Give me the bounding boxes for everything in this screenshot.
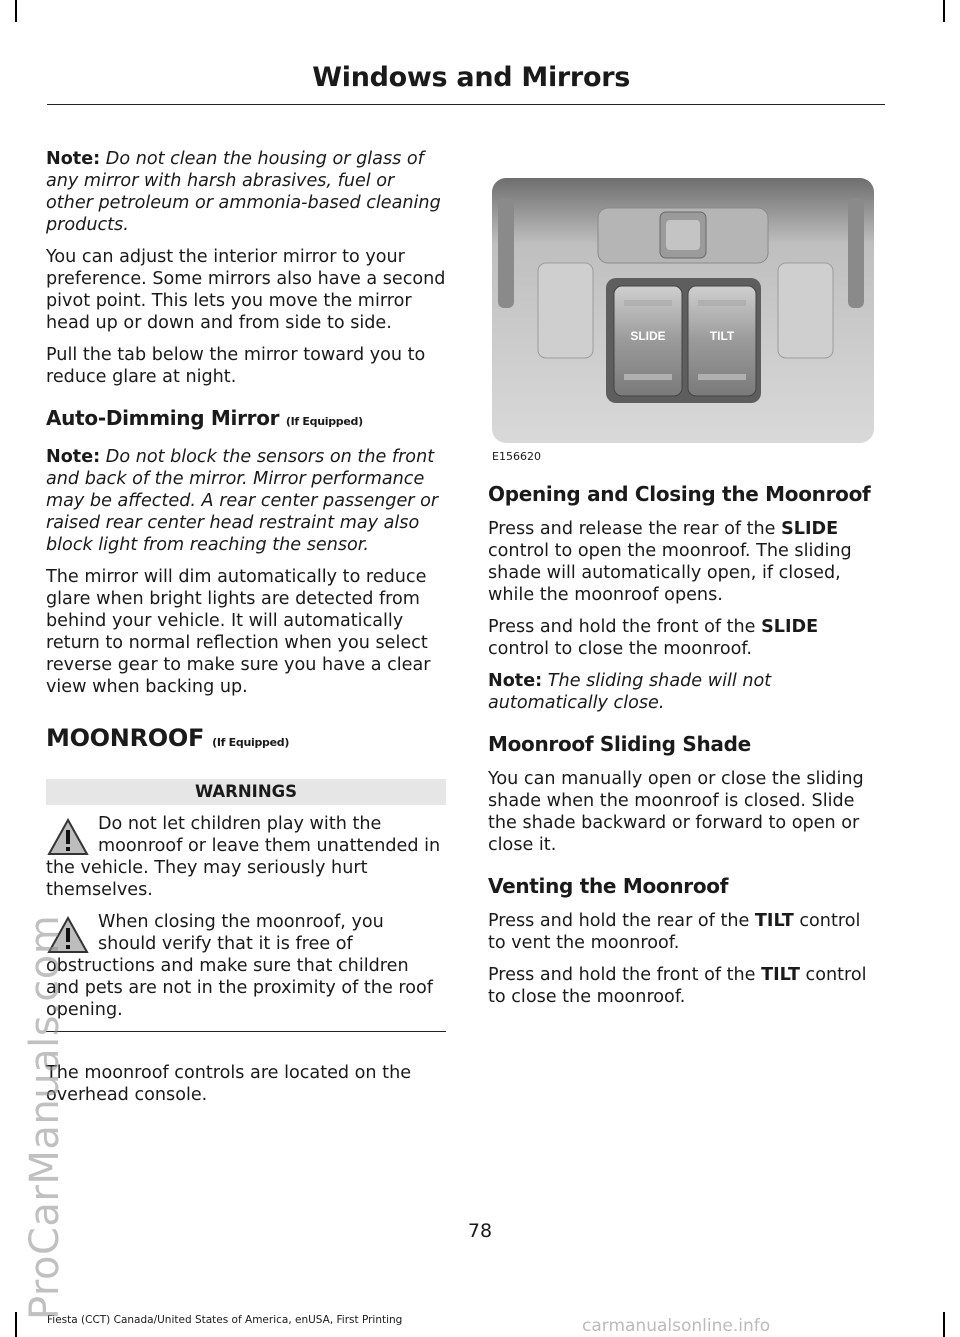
crop-mark: [15, 1312, 17, 1337]
overhead-console-illustration: [488, 168, 878, 458]
overhead-console-figure: [488, 168, 878, 468]
crop-mark: [943, 0, 945, 22]
crop-mark: [943, 1312, 945, 1337]
right-column: [488, 168, 883, 1018]
warning-item: When closing the moonroof, you should verify that it is free of obstructions and make sure that children and pets are not in the proximity of the roof opening.: [46, 912, 433, 1020]
warning-item: Do not let children play with the moonroof or leave them unattended in the vehicle. They may seriously hurt themselves.: [46, 814, 441, 900]
paragraph-close-tilt: Press and hold the front of the TILT control to close the moonroof.: [488, 965, 867, 1007]
page-title: Windows and Mirrors: [312, 62, 630, 93]
warnings-title: WARNINGS: [46, 779, 446, 805]
slide-label: SLIDE: [630, 329, 666, 343]
note-shade: Note: The sliding shade will not automatically close.: [488, 671, 772, 713]
warning-triangle-icon: [46, 817, 90, 857]
crop-mark: [15, 0, 17, 22]
footer-text: Fiesta (CCT) Canada/United States of America, enUSA, First Printing: [47, 1314, 403, 1326]
watermark-bottom: carmanualsonline.info: [582, 1316, 771, 1336]
note-mirror-cleaning: Note: Do not clean the housing or glass of any mirror with harsh abrasives, fuel or other petroleum or ammonia-based cleaning products.: [46, 149, 441, 235]
heading-moonroof: MOONROOF (If Equipped): [46, 724, 290, 752]
tilt-label: TILT: [709, 329, 735, 343]
watermark-side: ProCarManuals.com: [22, 914, 68, 1320]
heading-venting: Venting the Moonroof: [488, 874, 729, 898]
paragraph-close-slide: Press and hold the front of the SLIDE control to close the moonroof.: [488, 617, 819, 659]
paragraph-controls-location: The moonroof controls are located on the overhead console.: [46, 1063, 412, 1105]
header-divider: [47, 104, 885, 105]
paragraph-sliding-shade: You can manually open or close the sliding shade when the moonroof is closed. Slide the shade backward or forward to open or close it.: [488, 769, 864, 855]
heading-sliding-shade: Moonroof Sliding Shade: [488, 732, 751, 756]
page-number: 78: [467, 1220, 493, 1242]
heading-auto-dimming: Auto-Dimming Mirror (If Equipped): [46, 406, 363, 430]
warnings-divider: [46, 1031, 446, 1032]
note-sensors: Note: Do not block the sensors on the front and back of the mirror. Mirror performance may be affected. A rear center passenger or raised rear center head restraint may also block light from reaching the sensor.: [46, 447, 439, 555]
paragraph-open-slide: Press and release the rear of the SLIDE control to open the moonroof. The sliding shade will automatically open, if closed, while the moonroof opens.: [488, 519, 852, 605]
left-column: [46, 148, 446, 1116]
heading-opening-closing: Opening and Closing the Moonroof: [488, 482, 871, 506]
paragraph-adjust-mirror: You can adjust the interior mirror to your preference. Some mirrors also have a second pivot point. This lets you move the mirror head up or down and from side to side.: [46, 247, 446, 333]
paragraph-auto-dim: The mirror will dim automatically to reduce glare when bright lights are detected from behind your vehicle. It will automatically return to normal reflection when you select reverse gear to make sure you have a clear view when backing up.: [46, 567, 431, 697]
figure-id: E156620: [492, 450, 541, 463]
paragraph-vent: Press and hold the rear of the TILT control to vent the moonroof.: [488, 911, 861, 953]
paragraph-pull-tab: Pull the tab below the mirror toward you to reduce glare at night.: [46, 345, 426, 387]
